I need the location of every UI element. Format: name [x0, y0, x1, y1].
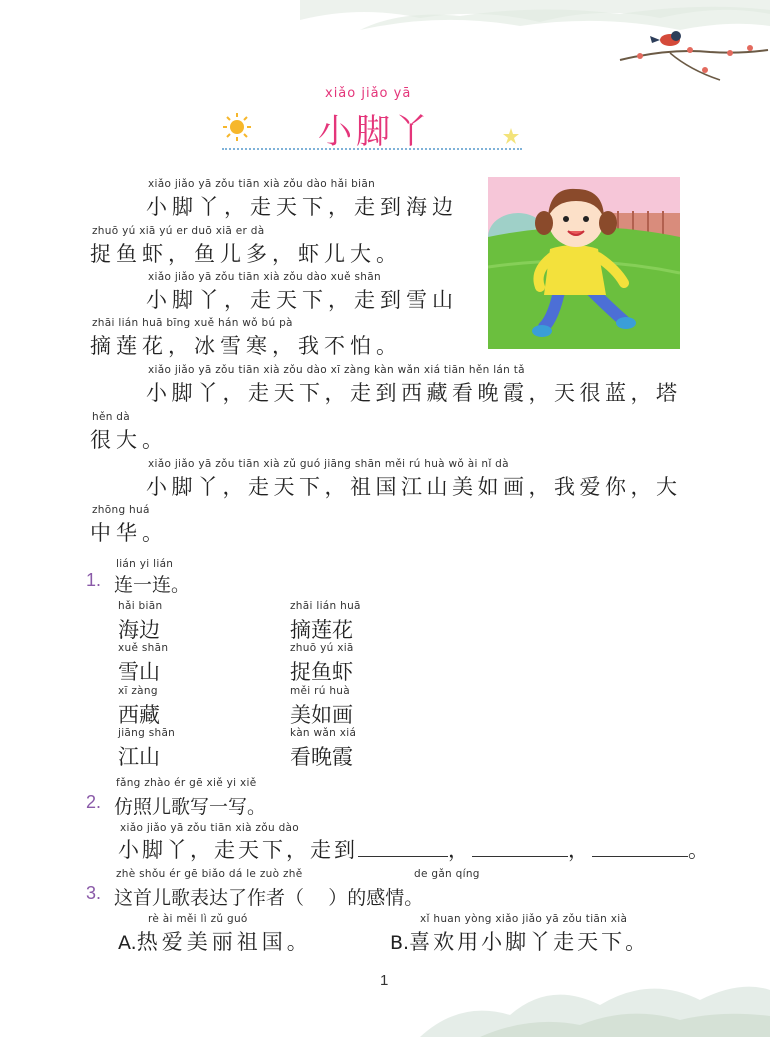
q3-option-a[interactable] [118, 926, 312, 956]
q3-answer-blank[interactable] [304, 887, 328, 909]
title-pinyin: xiǎo jiǎo yā [325, 86, 412, 101]
q1-right-item-pinyin: zhāi lián huā [290, 600, 361, 612]
q2-line-text: 小脚丫，走天下，走到 [118, 838, 358, 862]
q1-left-item-text: 江山 [118, 745, 160, 769]
q1-right-item-pinyin: měi rú huà [290, 685, 350, 697]
q1-left-item-pinyin: xuě shān [118, 642, 169, 654]
poem-line-8: 中华。 [90, 521, 168, 545]
poem-line-4: 摘莲花，冰雪寒，我不怕。 [90, 334, 402, 358]
q3-option-b-pinyin: xǐ huan yòng xiǎo jiǎo yā zǒu tiān xià [420, 913, 628, 925]
q1-right-item-1[interactable] [290, 600, 400, 644]
poem-line-8-pinyin: zhōng huá [92, 504, 150, 516]
poem-line-3-pinyin: xiǎo jiǎo yā zǒu tiān xià zǒu dào xuě shān [148, 271, 381, 283]
q1-left-item-pinyin: hǎi biān [118, 600, 163, 612]
q1-left-item-text: 海边 [118, 618, 160, 642]
q3-prompt [114, 883, 423, 910]
q2-blank-2[interactable] [472, 838, 568, 857]
poem-line-1: 小脚丫，走天下，走到海边 [146, 195, 458, 219]
q1-left-item-1[interactable] [118, 600, 228, 644]
q1-pinyin: lián yi lián [116, 558, 174, 570]
poem-line-6: 很大。 [90, 428, 168, 452]
q3-option-a-pinyin: rè ài měi lì zǔ guó [148, 913, 248, 925]
q3-option-b-label: B. [390, 932, 410, 954]
q1-number: 1. [86, 570, 102, 590]
q1-right-item-4[interactable] [290, 727, 400, 771]
q2-blank-1[interactable] [358, 838, 448, 857]
q3-option-a-text: 热爱美丽祖国。 [136, 930, 312, 954]
q3-option-b-text: 喜欢用小脚丫走天下。 [409, 930, 650, 954]
q3-pinyin: zhè shǒu ér gē biǎo dá le zuò zhě [116, 868, 303, 880]
sun-icon [222, 112, 252, 142]
q3-option-b[interactable] [390, 926, 649, 956]
page-number: 1 [380, 972, 389, 989]
q3-option-a-label: A. [118, 932, 137, 954]
q1-left-item-4[interactable] [118, 727, 228, 771]
poem-line-7: 小脚丫，走天下，祖国江山美如画，我爱你，大 [146, 475, 682, 499]
q2-number: 2. [86, 792, 102, 812]
poem-line-2: 捉鱼虾，鱼儿多，虾儿大。 [90, 242, 402, 266]
poem-line-5-pinyin: xiǎo jiǎo yā zǒu tiān xià zǒu dào xī zàng kàn wǎn xiá tiān hěn lán tǎ [148, 364, 525, 376]
q1-left-item-2[interactable] [118, 642, 228, 686]
q2-prompt: 仿照儿歌写一写。 [114, 796, 267, 818]
q1-left-item-3[interactable] [118, 685, 228, 729]
q1-left-item-pinyin: jiāng shān [118, 727, 176, 739]
branch-with-bird-decoration [610, 20, 770, 90]
q2-end: 。 [688, 838, 712, 862]
q1-right-item-pinyin: zhuō yú xiā [290, 642, 354, 654]
q2-line-pinyin: xiǎo jiǎo yā zǒu tiān xià zǒu dào [120, 822, 299, 834]
q1-prompt: 连一连。 [114, 574, 191, 596]
q1-right-item-pinyin: kàn wǎn xiá [290, 727, 357, 739]
q2-separator-1: ， [448, 838, 472, 862]
poem-line-4-pinyin: zhāi lián huā bīng xuě hán wǒ bú pà [92, 317, 293, 329]
q2-separator-2: ， [568, 838, 592, 862]
q1-left-item-text: 西藏 [118, 703, 160, 727]
girl-walking-illustration [488, 177, 680, 349]
q1-left-item-text: 雪山 [118, 660, 160, 684]
q3-text-after: ）的感情。 [328, 887, 424, 909]
q1-right-item-text: 摘莲花 [290, 618, 353, 642]
poem-line-2-pinyin: zhuō yú xiā yú er duō xiā er dà [92, 225, 265, 237]
q1-right-item-text: 美如画 [290, 703, 353, 727]
q2-line [118, 834, 712, 864]
star-icon [503, 128, 519, 144]
page-title: 小脚丫 [318, 112, 432, 152]
q1-right-item-text: 捉鱼虾 [290, 660, 353, 684]
q1-right-item-text: 看晚霞 [290, 745, 353, 769]
poem-line-3: 小脚丫，走天下，走到雪山 [146, 288, 458, 312]
title-dashed-divider [222, 148, 522, 150]
poem-line-6-pinyin: hěn dà [92, 411, 131, 423]
q3-after-pinyin: de gǎn qíng [414, 868, 480, 880]
q2-blank-3[interactable] [592, 838, 688, 857]
q1-right-item-2[interactable] [290, 642, 400, 686]
q3-number: 3. [86, 883, 102, 903]
q1-right-item-3[interactable] [290, 685, 400, 729]
poem-line-1-pinyin: xiǎo jiǎo yā zǒu tiān xià zǒu dào hǎi biān [148, 178, 376, 190]
q2-pinyin: fǎng zhào ér gē xiě yi xiě [116, 777, 257, 789]
poem-line-5: 小脚丫，走天下，走到西藏看晚霞，天很蓝，塔 [146, 381, 682, 405]
poem-line-7-pinyin: xiǎo jiǎo yā zǒu tiān xià zǔ guó jiāng shān měi rú huà wǒ ài nǐ dà [148, 458, 509, 470]
q3-text-before: 这首儿歌表达了作者（ [114, 887, 305, 909]
q1-left-item-pinyin: xī zàng [118, 685, 158, 697]
